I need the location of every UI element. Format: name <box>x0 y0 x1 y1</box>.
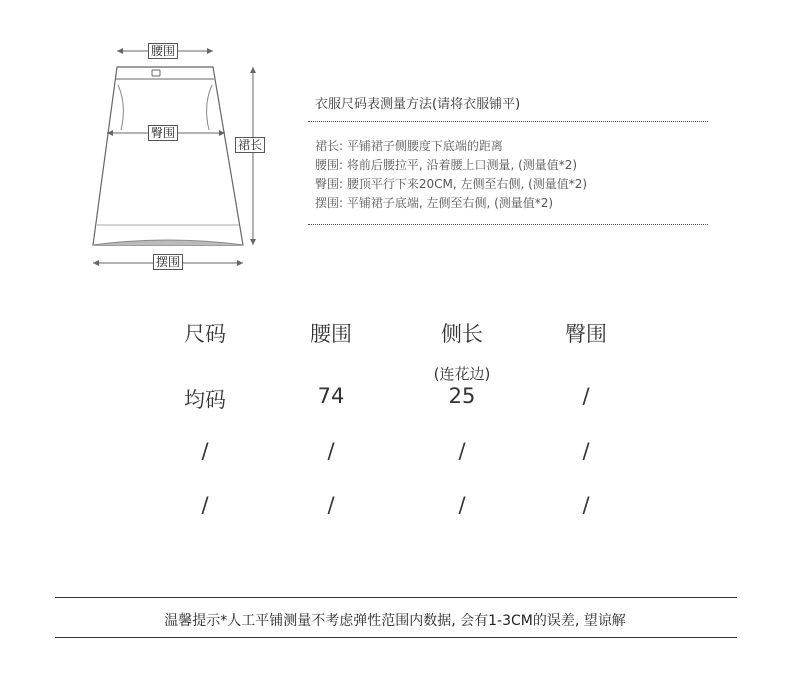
footer-note: 温馨提示*人工平铺测量不考虑弹性范围内数据, 会有1-3CM的误差, 望谅解 <box>164 613 626 629</box>
method-line-length: 裙长: 平铺裙子侧腰度下底端的距离 <box>315 139 503 153</box>
table-cell: / <box>201 493 209 517</box>
waist-label: 腰围 <box>148 43 178 59</box>
header-waist: 腰围 <box>310 322 352 346</box>
table-cell: 74 <box>317 384 345 408</box>
dotted-divider-bottom <box>308 224 708 225</box>
table-cell: / <box>582 384 590 408</box>
table-cell: / <box>458 493 466 517</box>
table-cell: / <box>458 439 466 463</box>
header-size: 尺码 <box>184 322 226 346</box>
hem-label: 摆围 <box>153 254 183 270</box>
skirt-diagram <box>85 35 295 275</box>
table-cell: / <box>327 439 335 463</box>
header-side-length: 侧长 <box>441 322 483 346</box>
table-cell: / <box>327 493 335 517</box>
dotted-divider-top <box>308 121 708 122</box>
header-hip: 臀围 <box>565 322 607 346</box>
table-cell: 均码 <box>184 388 226 412</box>
table-cell: / <box>582 439 590 463</box>
footer-divider-bottom <box>55 637 737 638</box>
method-title: 衣服尺码表测量方法(请将衣服铺平) <box>315 97 521 112</box>
method-line-hip: 臀围: 腰顶平行下来20CM, 左侧至右侧, (测量值*2) <box>315 177 588 191</box>
method-line-hem: 摆围: 平铺裙子底端, 左侧至右侧, (测量值*2) <box>315 196 554 210</box>
hip-label: 臀围 <box>148 125 178 141</box>
table-cell: / <box>582 493 590 517</box>
length-label: 裙长 <box>235 137 265 153</box>
skirt-outline-icon <box>85 35 295 275</box>
footer-divider-top <box>55 597 737 598</box>
table-cell: 25 <box>448 384 476 408</box>
method-line-waist: 腰围: 将前后腰拉平, 沿着腰上口测量, (测量值*2) <box>315 158 578 172</box>
side-length-note: (连花边) <box>433 365 491 383</box>
table-cell: / <box>201 439 209 463</box>
